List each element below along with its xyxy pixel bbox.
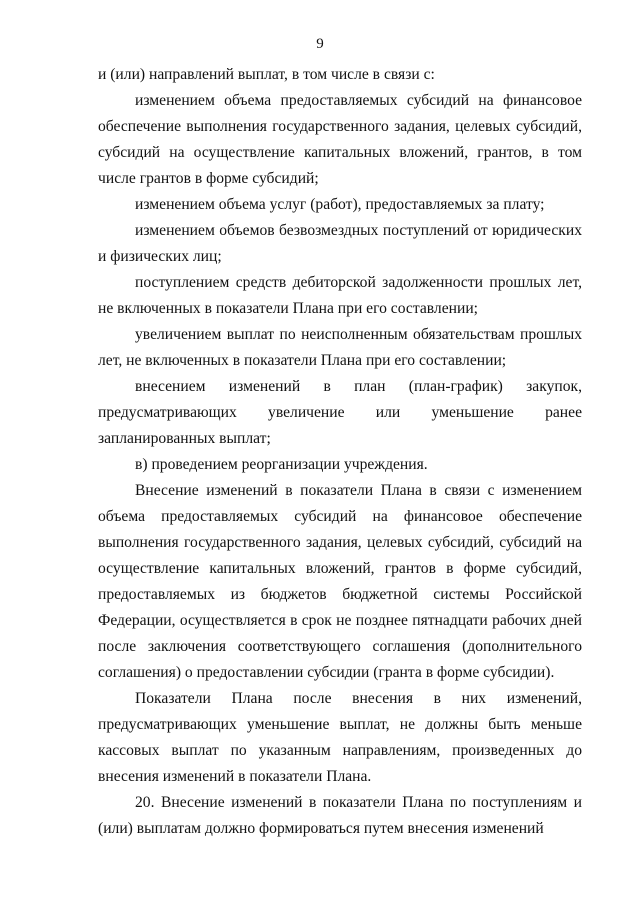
- paragraph: в) проведением реорганизации учреждения.: [135, 456, 428, 473]
- paragraph: Показатели Плана после внесения в них изменений, предусматривающих уменьшение выплат, не должны быть меньше кассовых выплат по указанным направлениям, произведенных до внесения изменений в показатели Плана.: [98, 690, 582, 785]
- paragraph: увеличением выплат по неисполненным обязательствам прошлых лет, не включенных в показатели Плана при его составлении;: [98, 326, 582, 369]
- paragraph: изменением объема услуг (работ), предоставляемых за плату;: [135, 196, 545, 213]
- paragraph: поступлением средств дебиторской задолженности прошлых лет, не включенных в показатели Плана при его составлении;: [98, 274, 582, 317]
- paragraph: изменением объема предоставляемых субсидий на финансовое обеспечение выполнения государственного задания, целевых субсидий, субсидий на осуществление капитальных вложений, грантов, в том числе грантов в форме субсидий;: [98, 92, 582, 187]
- paragraph: изменением объемов безвозмездных поступлений от юридических и физических лиц;: [98, 222, 582, 265]
- paragraph: и (или) направлений выплат, в том числе в связи с:: [98, 66, 435, 83]
- page-number: 9: [316, 36, 324, 52]
- paragraph: внесением изменений в план (план-график) закупок, предусматривающих увеличение или уменьшение ранее запланированных выплат;: [98, 378, 582, 447]
- document-body: [98, 62, 582, 842]
- paragraph: Внесение изменений в показатели Плана в связи с изменением объема предоставляемых субсидий на финансовое обеспечение выполнения государственного задания, целевых субсидий, субсидий на осуществление капитальных вложений, грантов в форме субсидий, предоставляемых из бюджетов бюджетной системы Российской Федерации, осуществляется в срок не позднее пятнадцати рабочих дней после заключения соответствующего соглашения (дополнительного соглашения) о предоставлении субсидии (гранта в форме субсидии).: [98, 482, 582, 681]
- paragraph: 20. Внесение изменений в показатели Плана по поступлениям и (или) выплатам должно формироваться путем внесения изменений: [98, 794, 582, 837]
